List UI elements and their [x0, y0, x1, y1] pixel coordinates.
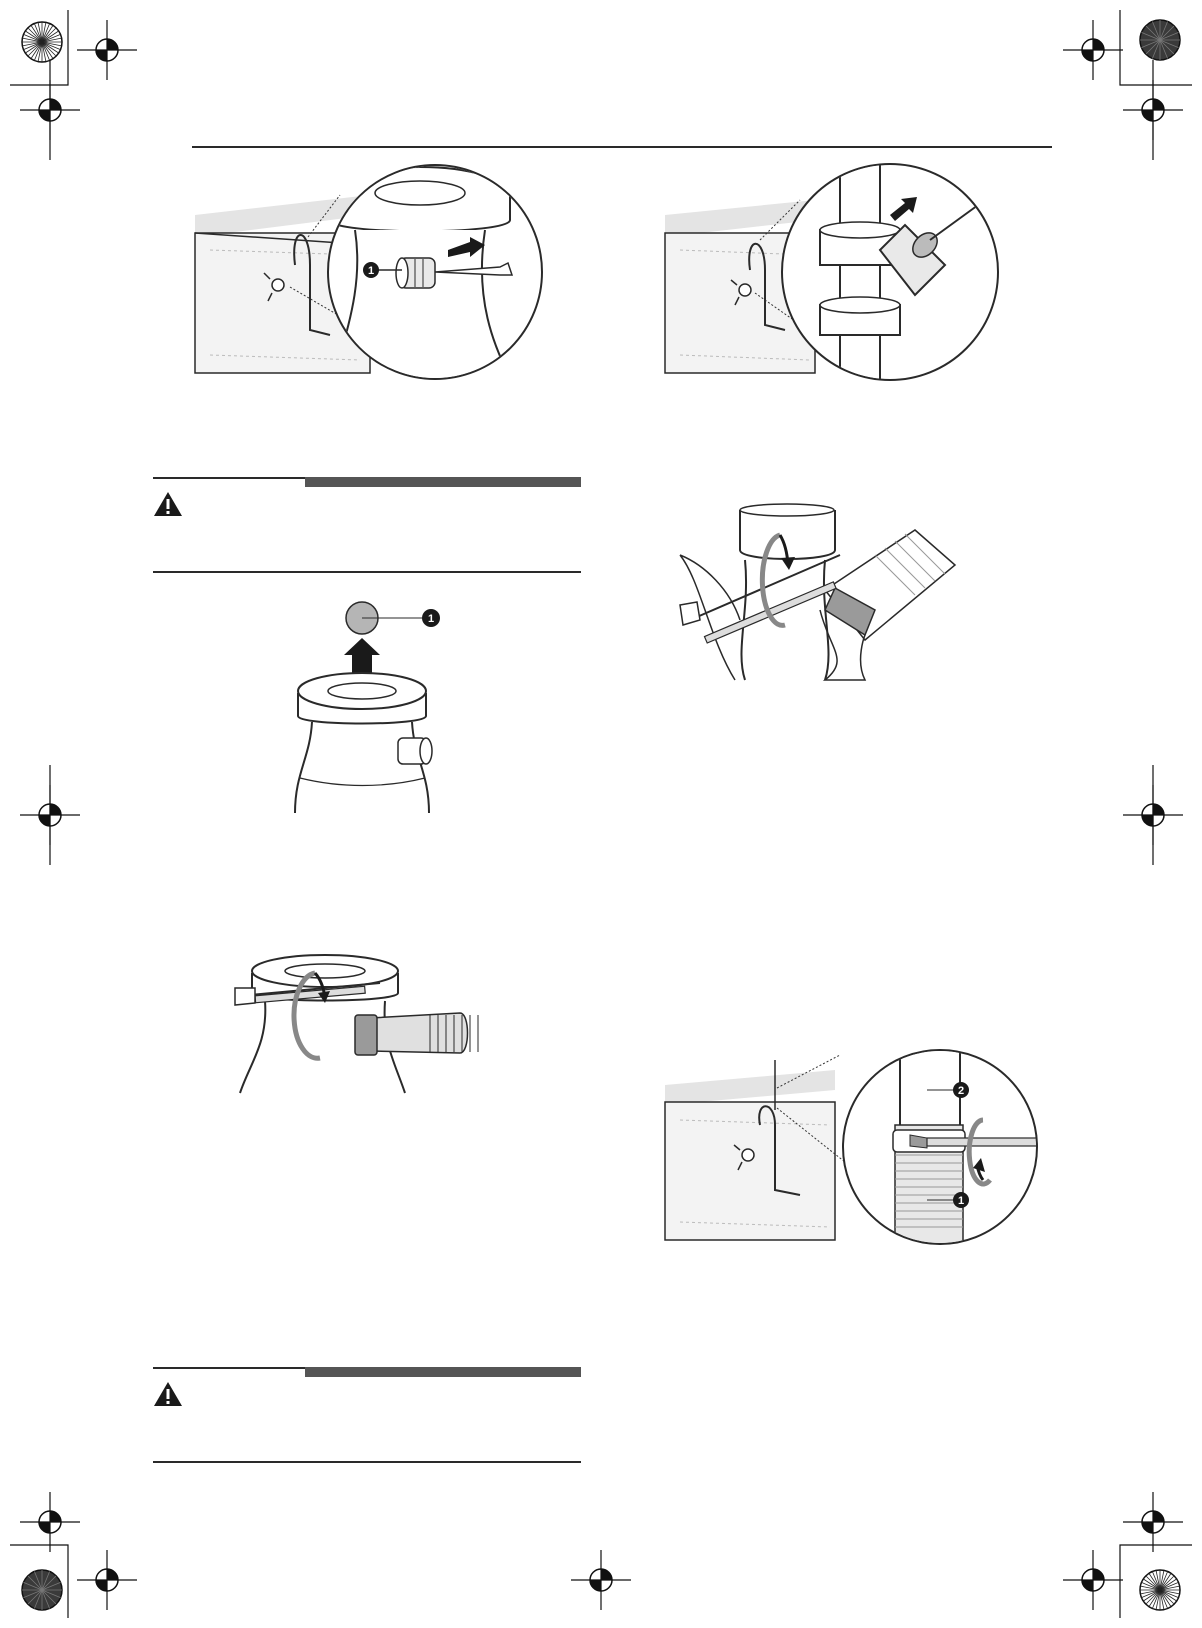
figure-hose-clamp-tee	[675, 510, 955, 690]
callout-1: 1	[957, 1195, 965, 1207]
figure-sink-tee-detail	[665, 175, 1025, 390]
warning-triangle-icon	[153, 491, 183, 517]
header-rule	[192, 146, 1052, 148]
figure-sink-valve-detail	[190, 175, 570, 390]
warning-rule-thin	[153, 477, 305, 479]
warning-rule-thick	[305, 1367, 581, 1377]
figure-hose-clamp-disposer	[230, 953, 500, 1098]
warning-box-1	[153, 477, 581, 573]
warning-triangle-icon	[153, 1381, 183, 1407]
warning-rule-thick	[305, 477, 581, 487]
figure-knockout-plug	[290, 598, 470, 818]
callout-1: 1	[427, 613, 435, 625]
warning-bottom-rule	[153, 571, 581, 573]
figure-drain-hose-connection	[665, 1050, 1045, 1250]
callout-1: 1	[367, 265, 375, 277]
callout-2: 2	[957, 1085, 965, 1097]
warning-bottom-rule	[153, 1461, 581, 1463]
warning-box-2	[153, 1367, 581, 1463]
warning-rule-thin	[153, 1367, 305, 1369]
